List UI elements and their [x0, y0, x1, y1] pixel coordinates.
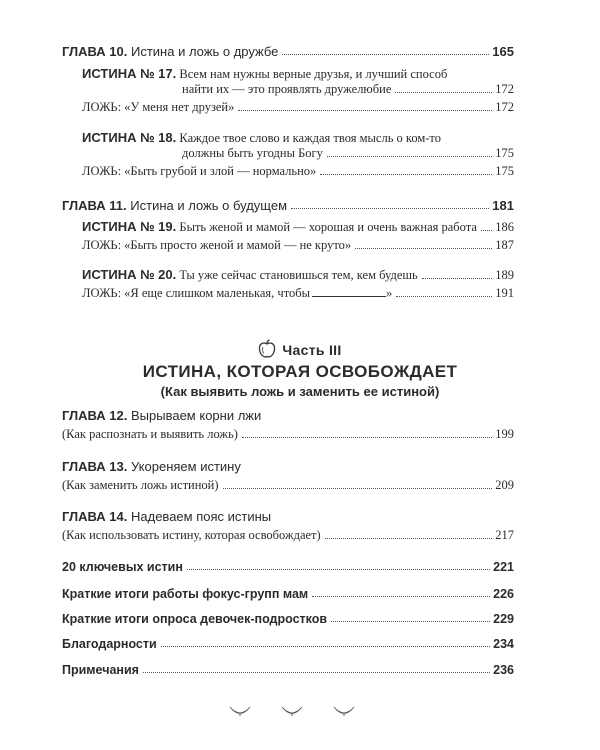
toc-backmatter-notes[interactable] [62, 663, 514, 677]
lie-label: ЛОЖЬ: [82, 100, 122, 114]
page-number: 221 [493, 560, 514, 574]
lie-text: «Быть грубой и злой — нормально» [124, 164, 317, 178]
leader-dots [282, 53, 489, 55]
lie-text: «У меня нет друзей» [124, 100, 235, 114]
page-number: 189 [495, 268, 514, 282]
ornament-icon [228, 704, 252, 718]
leader-dots [331, 620, 490, 622]
page-number: 172 [495, 82, 514, 96]
ornament-icon [332, 704, 356, 718]
toc-lie-18[interactable] [82, 164, 514, 179]
entry-title: 20 ключевых истин [62, 560, 183, 574]
leader-dots [320, 173, 492, 175]
entry-title: Примечания [62, 663, 139, 677]
page-number: 226 [493, 587, 514, 601]
lie-close-quote: » [386, 286, 393, 300]
toc-truth-17-line1[interactable] [82, 66, 514, 82]
leader-dots [481, 229, 492, 231]
chapter-label: ГЛАВА 11. [62, 198, 127, 213]
leader-dots [291, 207, 489, 209]
chapter-title: Истина и ложь о будущем [130, 198, 288, 213]
leader-dots [325, 537, 493, 539]
chapter-label: ГЛАВА 14. [62, 509, 128, 524]
fill-in-blank [312, 296, 386, 297]
leader-dots [238, 109, 492, 111]
lie-text: «Быть просто женой и мамой — не круто» [124, 238, 352, 252]
lie-label: ЛОЖЬ: [82, 238, 122, 252]
leader-dots [396, 295, 492, 297]
truth-number: ИСТИНА № 18. [82, 130, 177, 145]
truth-text: Всем нам нужны верные друзья, и лучший способ [179, 67, 448, 81]
leader-dots [161, 645, 490, 647]
page-number: 229 [493, 612, 514, 626]
leader-dots [355, 247, 492, 249]
leader-dots [395, 91, 492, 93]
chapter-title: Вырываем корни лжи [131, 408, 262, 423]
chapter-title: Укореняем истину [131, 459, 241, 474]
page-number: 181 [492, 198, 514, 213]
page-number: 187 [495, 238, 514, 252]
leader-dots [187, 568, 490, 570]
truth-text-cont: должны быть угодны Богу [182, 146, 323, 160]
leader-dots [327, 155, 492, 157]
part-label: Часть III [282, 342, 342, 358]
page-number: 199 [495, 427, 514, 441]
lie-label: ЛОЖЬ: [82, 164, 122, 178]
chapter-title: Истина и ложь о дружбе [131, 44, 279, 59]
truth-text: Быть женой и мамой — хорошая и очень важная работа [179, 220, 477, 234]
entry-title: Краткие итоги опроса девочек-подростков [62, 612, 328, 626]
page-number: 217 [495, 528, 514, 542]
truth-number: ИСТИНА № 20. [82, 267, 177, 282]
lie-text: «Я еще слишком маленькая, чтобы [124, 286, 310, 300]
truth-text: Каждое твое слово и каждая твоя мысль о ком-то [179, 131, 441, 145]
toc-lie-19[interactable] [82, 238, 514, 253]
page-number: 175 [495, 164, 514, 178]
entry-title: Благодарности [62, 637, 157, 651]
toc-chapter-14-sub[interactable] [62, 528, 514, 543]
chapter-label: ГЛАВА 10. [62, 44, 128, 59]
toc-chapter-11[interactable] [62, 198, 514, 213]
page-number: 165 [492, 44, 514, 59]
toc-truth-20[interactable] [82, 267, 514, 283]
chapter-label: ГЛАВА 13. [62, 459, 128, 474]
toc-lie-17[interactable] [82, 100, 514, 115]
toc-chapter-14[interactable] [62, 509, 514, 524]
truth-text: Ты уже сейчас становишься тем, кем будешь [179, 268, 418, 282]
leader-dots [242, 436, 492, 438]
leader-dots [422, 277, 493, 279]
toc-chapter-12[interactable] [62, 408, 514, 423]
apple-icon [258, 339, 276, 359]
entry-title: Краткие итоги работы фокус-групп мам [62, 587, 309, 601]
toc-truth-17[interactable] [182, 82, 514, 97]
toc-chapter-13[interactable] [62, 459, 514, 474]
page-number: 191 [495, 286, 514, 300]
part-subtitle: (Как выявить ложь и заменить ее истиной) [160, 384, 440, 399]
toc-truth-19[interactable] [82, 219, 514, 235]
lie-label: ЛОЖЬ: [82, 286, 122, 300]
part-title: ИСТИНА, КОТОРАЯ ОСВОБОЖДАЕТ [142, 362, 458, 381]
truth-number: ИСТИНА № 19. [82, 219, 177, 234]
part-label-row [0, 339, 600, 359]
page-number: 175 [495, 146, 514, 160]
chapter-label: ГЛАВА 12. [62, 408, 128, 423]
toc-truth-18-line1[interactable] [82, 130, 514, 146]
page-number: 236 [493, 663, 514, 677]
truth-number: ИСТИНА № 17. [82, 66, 177, 81]
leader-dots [143, 671, 490, 673]
page-number: 172 [495, 100, 514, 114]
toc-backmatter-thanks[interactable] [62, 637, 514, 651]
page-number: 209 [495, 478, 514, 492]
toc-chapter-12-sub[interactable] [62, 427, 514, 442]
toc-chapter-13-sub[interactable] [62, 478, 514, 493]
chapter-subtitle: (Как использовать истину, которая освобождает) [62, 528, 321, 542]
leader-dots [223, 487, 493, 489]
page-number: 186 [495, 220, 514, 234]
ornament-icon [280, 704, 304, 718]
leader-dots [312, 595, 490, 597]
toc-backmatter-key-truths[interactable] [62, 560, 514, 574]
toc-backmatter-focus-groups[interactable] [62, 587, 514, 601]
chapter-subtitle: (Как распознать и выявить ложь) [62, 427, 238, 441]
chapter-subtitle: (Как заменить ложь истиной) [62, 478, 219, 492]
truth-text-cont: найти их — это проявлять дружелюбие [182, 82, 392, 96]
page-number: 234 [493, 637, 514, 651]
toc-lie-20[interactable] [82, 286, 514, 301]
toc-backmatter-survey[interactable] [62, 612, 514, 626]
toc-chapter-10[interactable] [62, 44, 514, 59]
toc-truth-18[interactable] [182, 146, 514, 161]
chapter-title: Надеваем пояс истины [131, 509, 272, 524]
